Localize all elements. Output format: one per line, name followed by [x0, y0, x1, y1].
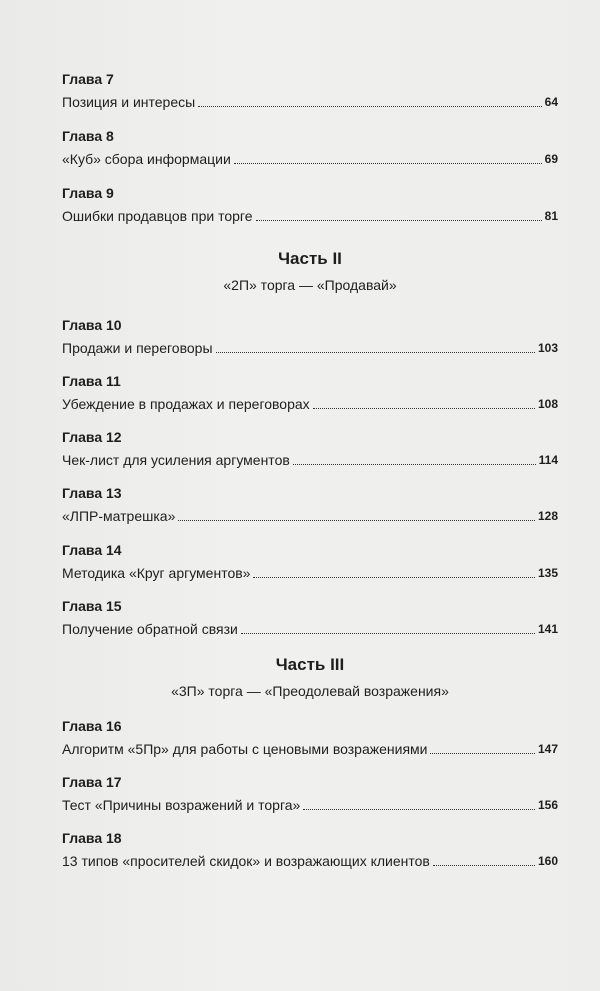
- dot-leader: [313, 408, 535, 409]
- page-number: 128: [537, 509, 558, 523]
- chapter-label: Глава 17: [62, 774, 122, 790]
- dot-leader: [198, 106, 541, 107]
- dot-leader: [433, 865, 535, 866]
- dot-leader: [241, 633, 535, 634]
- page-number: 64: [544, 95, 558, 109]
- chapter-label: Глава 10: [62, 317, 122, 333]
- chapter-9: [62, 184, 558, 225]
- chapter-title: Тест «Причины возражений и торга»: [62, 797, 301, 813]
- chapter-title: «ЛПР-матрешка»: [62, 508, 176, 524]
- chapter-8: [62, 127, 558, 168]
- dot-leader: [293, 464, 536, 465]
- dot-leader: [216, 352, 535, 353]
- chapter-label: Глава 8: [62, 128, 114, 144]
- toc-entry: [62, 207, 558, 225]
- chapter-title: Позиция и интересы: [62, 94, 196, 110]
- dot-leader: [430, 753, 534, 754]
- chapter-label: Глава 7: [62, 71, 114, 87]
- page-number: 103: [537, 341, 558, 355]
- toc-entry: [62, 852, 558, 870]
- chapter-title: Получение обратной связи: [62, 621, 238, 637]
- part-subtitle: «2П» торга — «Продавай»: [223, 277, 397, 293]
- chapter-label: Глава 14: [62, 542, 122, 558]
- chapter-13: [62, 484, 558, 525]
- toc-entry: [62, 564, 558, 582]
- chapter-10: [62, 316, 558, 357]
- page-number: 156: [537, 798, 558, 812]
- part-2-heading: [62, 248, 558, 294]
- toc-entry: [62, 451, 558, 469]
- chapter-label: Глава 13: [62, 485, 122, 501]
- chapter-title: Чек-лист для усиления аргументов: [62, 452, 290, 468]
- chapter-title: Продажи и переговоры: [62, 340, 213, 356]
- dot-leader: [178, 520, 535, 521]
- dot-leader: [234, 163, 542, 164]
- chapter-7: [62, 70, 558, 111]
- toc-entry: [62, 740, 558, 758]
- chapter-label: Глава 11: [62, 373, 121, 389]
- chapter-title: Убеждение в продажах и переговорах: [62, 396, 310, 412]
- part-subtitle: «3П» торга — «Преодолевай возражения»: [171, 683, 449, 699]
- toc-entry: [62, 93, 558, 111]
- dot-leader: [256, 220, 542, 221]
- toc-entry: [62, 395, 558, 413]
- dot-leader: [253, 577, 535, 578]
- part-title: Часть III: [275, 655, 345, 674]
- toc-entry: [62, 796, 558, 814]
- page-number: 69: [544, 152, 558, 166]
- page-number: 135: [537, 566, 558, 580]
- chapter-17: [62, 773, 558, 814]
- page-number: 114: [538, 453, 558, 467]
- page-number: 141: [537, 622, 558, 636]
- chapter-title: Ошибки продавцов при торге: [62, 208, 253, 224]
- chapter-label: Глава 15: [62, 598, 122, 614]
- toc-entry: [62, 150, 558, 168]
- page-number: 108: [537, 397, 558, 411]
- chapter-11: [62, 372, 558, 413]
- chapter-15: [62, 597, 558, 638]
- dot-leader: [303, 809, 535, 810]
- chapter-16: [62, 717, 558, 758]
- chapter-label: Глава 18: [62, 830, 122, 846]
- page-number: 147: [537, 742, 558, 756]
- part-title: Часть II: [278, 249, 342, 268]
- chapter-12: [62, 428, 558, 469]
- chapter-label: Глава 16: [62, 718, 122, 734]
- chapter-title: 13 типов «просителей скидок» и возражающих клиентов: [62, 853, 430, 869]
- page-number: 160: [537, 854, 558, 868]
- chapter-title: Методика «Круг аргументов»: [62, 565, 251, 581]
- toc-entry: [62, 339, 558, 357]
- chapter-title: Алгоритм «5Пр» для работы с ценовыми возражениями: [62, 741, 428, 757]
- chapter-18: [62, 829, 558, 870]
- toc-entry: [62, 507, 558, 525]
- page-number: 81: [544, 209, 558, 223]
- toc-entry: [62, 620, 558, 638]
- chapter-label: Глава 12: [62, 429, 122, 445]
- chapter-label: Глава 9: [62, 185, 114, 201]
- part-3-heading: [62, 654, 558, 700]
- chapter-14: [62, 541, 558, 582]
- chapter-title: «Куб» сбора информации: [62, 151, 231, 167]
